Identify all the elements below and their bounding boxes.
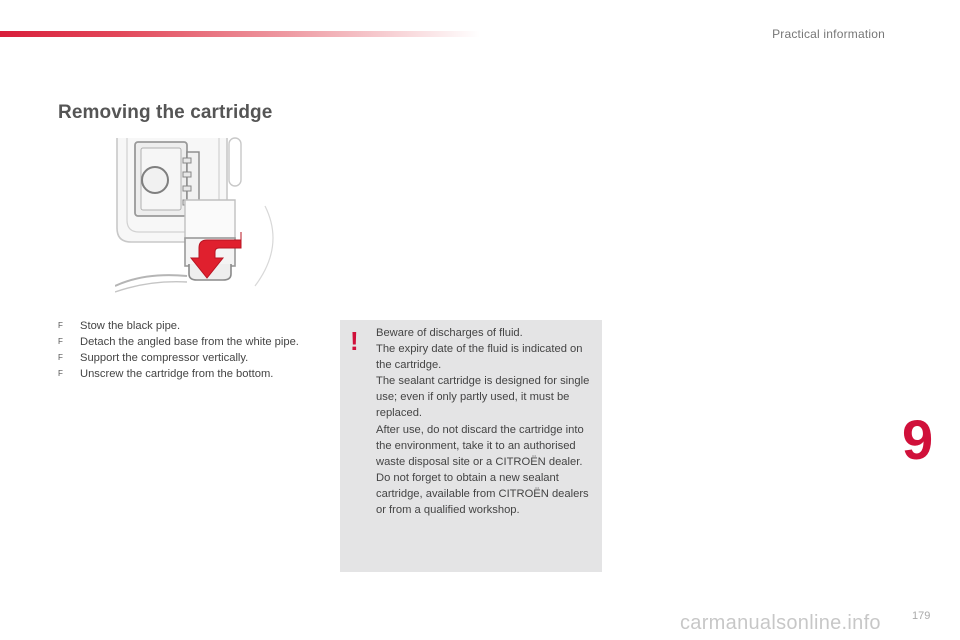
- bullet-icon: F: [58, 353, 63, 362]
- list-item: [58, 334, 308, 350]
- bullet-icon: F: [58, 337, 63, 346]
- step-text: Unscrew the cartridge from the bottom.: [80, 368, 274, 380]
- warning-box: [340, 320, 602, 572]
- list-item: [58, 318, 308, 334]
- watermark: carmanualsonline.info: [680, 612, 881, 634]
- step-text: Detach the angled base from the white pipe.: [80, 336, 299, 348]
- step-text: Stow the black pipe.: [80, 320, 181, 332]
- page-heading: Removing the cartridge: [58, 102, 273, 123]
- steps-list: [58, 318, 308, 382]
- bullet-icon: F: [58, 321, 63, 330]
- warning-line: After use, do not discard the cartridge into the environment, take it to an authorised waste disposal site or a CITROËN dealer.: [376, 423, 584, 468]
- cartridge-removal-illustration: [115, 136, 320, 311]
- step-text: Support the compressor vertically.: [80, 352, 249, 364]
- warning-line: Beware of discharges of fluid.: [376, 327, 523, 339]
- warning-line: Do not forget to obtain a new sealant cartridge, available from CITROËN dealers or from a qualified workshop.: [376, 471, 589, 517]
- warning-line: The sealant cartridge is designed for single use; even if only partly used, it must be replaced.: [376, 375, 590, 420]
- chapter-number: 9: [902, 408, 934, 471]
- list-item: [58, 366, 308, 382]
- list-item: [58, 350, 308, 366]
- section-label: Practical information: [772, 27, 885, 41]
- warning-line: The expiry date of the fluid is indicated on the cartridge.: [376, 343, 583, 372]
- header-accent-bar: [0, 31, 480, 37]
- bullet-icon: F: [58, 369, 63, 378]
- warning-icon: !: [350, 326, 359, 356]
- page-number: 179: [912, 610, 931, 622]
- warning-text: [376, 325, 591, 518]
